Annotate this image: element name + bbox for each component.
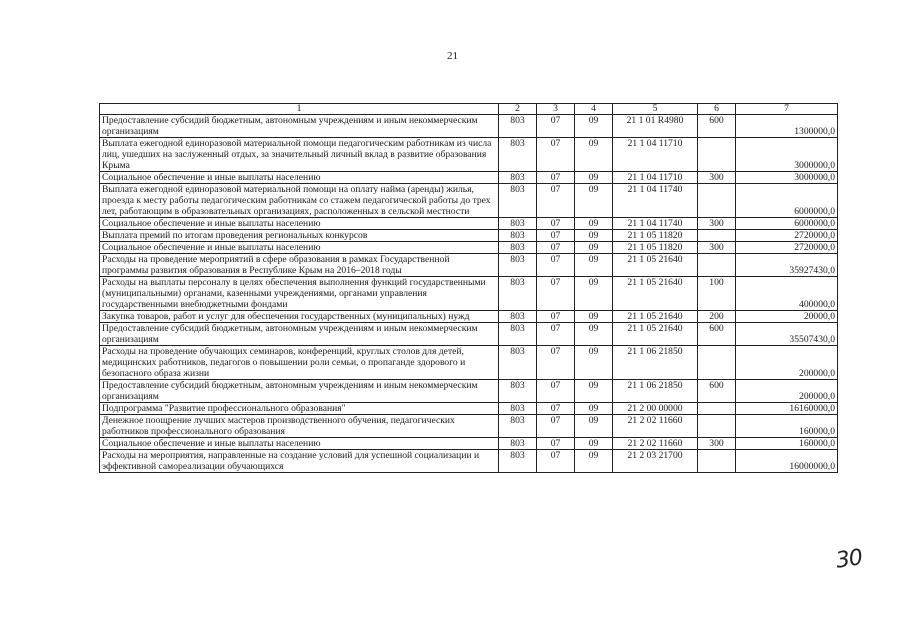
target-article-code: 21 1 05 21640: [613, 277, 698, 311]
ministry-code: 803: [499, 218, 537, 230]
row-description: Социальное обеспечение и иные выплаты населению: [100, 172, 499, 184]
column-header: 2: [499, 104, 537, 115]
section-code: 07: [537, 415, 575, 438]
expense-type-code: [698, 346, 736, 380]
target-article-code: 21 1 04 11740: [613, 184, 698, 218]
expense-type-code: [698, 415, 736, 438]
target-article-code: 21 1 04 11740: [613, 218, 698, 230]
row-description: Расходы на выплаты персоналу в целях обеспечения выполнения функций государственными (муниципальными) органами, казенными учреждениями, органами управления государственными внебюджетными фондами: [100, 277, 499, 311]
section-code: 07: [537, 242, 575, 254]
amount-value: 6000000,0: [736, 184, 838, 218]
expense-type-code: 200: [698, 311, 736, 323]
table-row: [100, 277, 838, 311]
subsection-code: 09: [575, 254, 613, 277]
page-number: 21: [447, 50, 458, 62]
subsection-code: 09: [575, 380, 613, 403]
table-row: [100, 184, 838, 218]
target-article-code: 21 2 03 21700: [613, 450, 698, 473]
amount-value: 3000000,0: [736, 138, 838, 172]
subsection-code: 09: [575, 115, 613, 138]
table-row: [100, 450, 838, 473]
expense-type-code: 300: [698, 172, 736, 184]
amount-value: 160000,0: [736, 415, 838, 438]
table-row: [100, 323, 838, 346]
amount-value: 400000,0: [736, 277, 838, 311]
budget-table: [99, 103, 838, 473]
row-description: Предоставление субсидий бюджетным, автономным учреждениям и иным некоммерческим организациям: [100, 380, 499, 403]
row-description: Подпрограмма "Развитие профессионального образования": [100, 403, 499, 415]
target-article-code: 21 1 01 R4980: [613, 115, 698, 138]
section-code: 07: [537, 450, 575, 473]
ministry-code: 803: [499, 323, 537, 346]
ministry-code: 803: [499, 277, 537, 311]
column-header: 3: [537, 104, 575, 115]
ministry-code: 803: [499, 403, 537, 415]
amount-value: 16000000,0: [736, 450, 838, 473]
ministry-code: 803: [499, 242, 537, 254]
amount-value: 2720000,0: [736, 242, 838, 254]
row-description: Предоставление субсидий бюджетным, автономным учреждениям и иным некоммерческим организациям: [100, 323, 499, 346]
subsection-code: 09: [575, 323, 613, 346]
subsection-code: 09: [575, 277, 613, 311]
ministry-code: 803: [499, 172, 537, 184]
subsection-code: 09: [575, 415, 613, 438]
expense-type-code: 300: [698, 438, 736, 450]
target-article-code: 21 1 05 21640: [613, 311, 698, 323]
row-description: Социальное обеспечение и иные выплаты населению: [100, 438, 499, 450]
row-description: Закупка товаров, работ и услуг для обеспечения государственных (муниципальных) нужд: [100, 311, 499, 323]
target-article-code: 21 1 05 11820: [613, 230, 698, 242]
row-description: Выплата премий по итогам проведения региональных конкурсов: [100, 230, 499, 242]
amount-value: 160000,0: [736, 438, 838, 450]
ministry-code: 803: [499, 138, 537, 172]
amount-value: 16160000,0: [736, 403, 838, 415]
expense-type-code: [698, 403, 736, 415]
section-code: 07: [537, 115, 575, 138]
ministry-code: 803: [499, 115, 537, 138]
expense-type-code: 600: [698, 115, 736, 138]
column-header: 5: [613, 104, 698, 115]
column-header: 4: [575, 104, 613, 115]
target-article-code: 21 1 05 21640: [613, 254, 698, 277]
row-description: Расходы на проведение обучающих семинаров, конференций, круглых столов для детей, медицинских работников, педагогов о повышении роли семьи, о пропаганде здорового и безопасного образа жизни: [100, 346, 499, 380]
amount-value: 200000,0: [736, 346, 838, 380]
table-row: [100, 415, 838, 438]
section-code: 07: [537, 346, 575, 380]
row-description: Социальное обеспечение и иные выплаты населению: [100, 242, 499, 254]
amount-value: 200000,0: [736, 380, 838, 403]
row-description: Выплата ежегодной единоразовой материальной помощи на оплату найма (аренды) жилья, проезда к месту работы педагогическим работникам со стажем педагогической работы до трех лет, работающим в образовательных организациях, расположенных в сельской местности: [100, 184, 499, 218]
amount-value: 35927430,0: [736, 254, 838, 277]
ministry-code: 803: [499, 230, 537, 242]
table-row: [100, 346, 838, 380]
column-header: 7: [736, 104, 838, 115]
row-description: Расходы на проведение мероприятий в сфере образования в рамках Государственной программы развития образования в Республике Крым на 2016–2018 годы: [100, 254, 499, 277]
subsection-code: 09: [575, 138, 613, 172]
table-row: [100, 242, 838, 254]
ministry-code: 803: [499, 311, 537, 323]
target-article-code: 21 1 04 11710: [613, 138, 698, 172]
subsection-code: 09: [575, 230, 613, 242]
table-row: [100, 254, 838, 277]
target-article-code: 21 1 06 21850: [613, 380, 698, 403]
subsection-code: 09: [575, 242, 613, 254]
subsection-code: 09: [575, 450, 613, 473]
ministry-code: 803: [499, 438, 537, 450]
section-code: 07: [537, 323, 575, 346]
target-article-code: 21 2 02 11660: [613, 415, 698, 438]
table-row: [100, 138, 838, 172]
row-description: Предоставление субсидий бюджетным, автономным учреждениям и иным некоммерческим организациям: [100, 115, 499, 138]
section-code: 07: [537, 138, 575, 172]
handwritten-page-mark: 30: [834, 545, 864, 574]
table-row: [100, 438, 838, 450]
amount-value: 3000000,0: [736, 172, 838, 184]
column-header: 6: [698, 104, 736, 115]
section-code: 07: [537, 438, 575, 450]
column-header: 1: [100, 104, 499, 115]
row-description: Социальное обеспечение и иные выплаты населению: [100, 218, 499, 230]
table-row: [100, 218, 838, 230]
expense-type-code: 600: [698, 323, 736, 346]
table-row: [100, 311, 838, 323]
subsection-code: 09: [575, 438, 613, 450]
table-row: [100, 380, 838, 403]
section-code: 07: [537, 254, 575, 277]
subsection-code: 09: [575, 403, 613, 415]
target-article-code: 21 2 00 00000: [613, 403, 698, 415]
subsection-code: 09: [575, 172, 613, 184]
amount-value: 20000,0: [736, 311, 838, 323]
table-row: [100, 115, 838, 138]
target-article-code: 21 1 06 21850: [613, 346, 698, 380]
expense-type-code: [698, 138, 736, 172]
table-row: [100, 172, 838, 184]
expense-type-code: [698, 254, 736, 277]
section-code: 07: [537, 218, 575, 230]
ministry-code: 803: [499, 346, 537, 380]
amount-value: 1300000,0: [736, 115, 838, 138]
expense-type-code: 300: [698, 218, 736, 230]
expense-type-code: [698, 230, 736, 242]
amount-value: 35507430,0: [736, 323, 838, 346]
amount-value: 2720000,0: [736, 230, 838, 242]
target-article-code: 21 1 05 21640: [613, 323, 698, 346]
subsection-code: 09: [575, 184, 613, 218]
expense-type-code: [698, 450, 736, 473]
row-description: Денежное поощрение лучших мастеров производственного обучения, педагогических работников профессионального образования: [100, 415, 499, 438]
subsection-code: 09: [575, 218, 613, 230]
expense-type-code: [698, 184, 736, 218]
section-code: 07: [537, 380, 575, 403]
expense-type-code: 600: [698, 380, 736, 403]
subsection-code: 09: [575, 346, 613, 380]
target-article-code: 21 1 04 11710: [613, 172, 698, 184]
section-code: 07: [537, 403, 575, 415]
table-row: [100, 230, 838, 242]
row-description: Расходы на мероприятия, направленные на создание условий для успешной социализации и эффективной самореализации обучающихся: [100, 450, 499, 473]
ministry-code: 803: [499, 184, 537, 218]
section-code: 07: [537, 184, 575, 218]
section-code: 07: [537, 172, 575, 184]
ministry-code: 803: [499, 415, 537, 438]
ministry-code: 803: [499, 380, 537, 403]
amount-value: 6000000,0: [736, 218, 838, 230]
target-article-code: 21 1 05 11820: [613, 242, 698, 254]
header-row: [100, 104, 838, 115]
target-article-code: 21 2 02 11660: [613, 438, 698, 450]
subsection-code: 09: [575, 311, 613, 323]
section-code: 07: [537, 277, 575, 311]
expense-type-code: 300: [698, 242, 736, 254]
section-code: 07: [537, 230, 575, 242]
row-description: Выплата ежегодной единоразовой материальной помощи педагогическим работникам из числа лиц, ушедших на заслуженный отдых, за значительный личный вклад в развитие образования Крыма: [100, 138, 499, 172]
ministry-code: 803: [499, 450, 537, 473]
table-row: [100, 403, 838, 415]
ministry-code: 803: [499, 254, 537, 277]
expense-type-code: 100: [698, 277, 736, 311]
section-code: 07: [537, 311, 575, 323]
